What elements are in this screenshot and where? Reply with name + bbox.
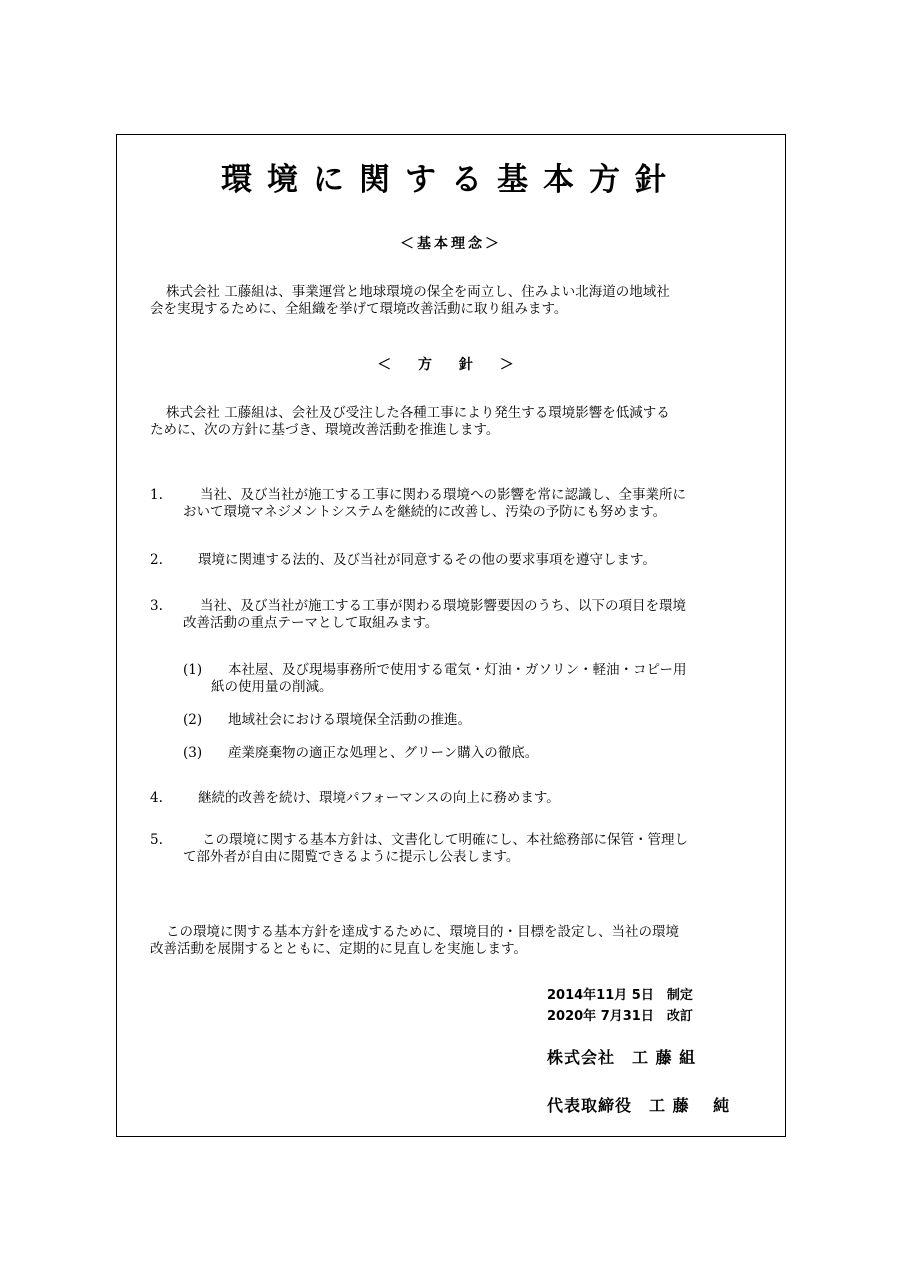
policy-item-number: 1. (150, 487, 163, 503)
policy-item-line: 環境に関連する法的、及び当社が同意するその他の要求事項を遵守します。 (198, 552, 656, 568)
policy-item-line: 当社、及び当社が施工する工事に関わる環境への影響を常に認識し、全事業所に (200, 487, 686, 503)
policy-intro-line-2: ために、次の方針に基づき、環境改善活動を推進します。 (150, 422, 500, 438)
policy-item-number: 4. (150, 790, 163, 806)
policy-subitem-line: 地域社会における環境保全活動の推進。 (228, 712, 471, 728)
policy-subitem-number: (2) (183, 712, 203, 728)
policy-subitem-line: 紙の使用量の削減。 (211, 679, 333, 695)
philosophy-line-1: 株式会社 工藤組は、事業運営と地球環境の保全を両立し、住みよい北海道の地域社 (166, 284, 670, 300)
policy-item-line: 当社、及び当社が施工する工事が関わる環境影響要因のうち、以下の項目を環境 (200, 598, 686, 614)
revised-date: 2020年 7月31日 改訂 (547, 1009, 693, 1024)
policy-item-line: おいて環境マネジメントシステムを継続的に改善し、汚染の予防にも努めます。 (183, 504, 667, 520)
philosophy-line-2: 会を実現するために、全組織を挙げて環境改善活動に取り組みます。 (150, 301, 568, 317)
representative-name: 代表取締役 工 藤 純 (547, 1096, 731, 1115)
policy-intro-line-1: 株式会社 工藤組は、会社及び受注した各種工事により発生する環境影響を低減する (166, 405, 670, 421)
policy-subitem-line: 本社屋、及び現場事務所で使用する電気・灯油・ガソリン・軽油・コピー用 (228, 662, 687, 678)
policy-item-line: て部外者が自由に閲覧できるように提示し公表します。 (183, 849, 520, 865)
policy-item-number: 3. (150, 598, 163, 614)
policy-item-number: 5. (150, 832, 163, 848)
policy-item-number: 2. (150, 552, 163, 568)
philosophy-heading: ＜基本理念＞ (400, 236, 502, 252)
document-title: 環境に関する基本方針 (221, 162, 681, 198)
policy-item-line: 改善活動の重点テーマとして取組みます。 (183, 615, 439, 631)
established-date: 2014年11月 5日 制定 (547, 988, 693, 1003)
policy-item-line: この環境に関する基本方針は、文書化して明確にし、本社総務部に保管・管理し (202, 832, 688, 848)
policy-item-line: 継続的改善を続け、環境パフォーマンスの向上に務めます。 (198, 790, 560, 806)
company-name: 株式会社 工 藤 組 (547, 1048, 697, 1067)
policy-subitem-number: (3) (183, 745, 203, 761)
policy-subitem-number: (1) (183, 662, 203, 678)
closing-line-1: この環境に関する基本方針を達成するために、環境目的・目標を設定し、当社の環境 (166, 924, 679, 940)
closing-line-2: 改善活動を展開するとともに、定期的に見直しを実施します。 (150, 941, 527, 957)
policy-subitem-line: 産業廃棄物の適正な処理と、グリーン購入の徹底。 (228, 745, 539, 761)
policy-heading: ＜ 方 針 ＞ (377, 357, 525, 373)
